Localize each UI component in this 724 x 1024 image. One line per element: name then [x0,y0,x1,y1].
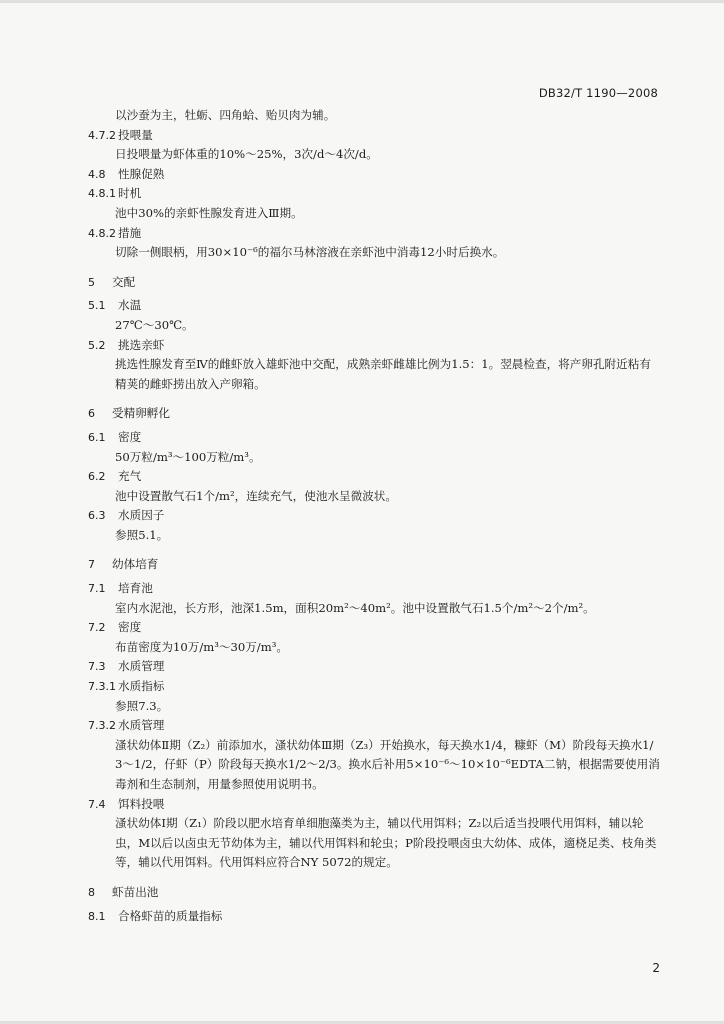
paragraph: 50万粒/m³～100万粒/m³。 [115,449,261,464]
scan-edge-top [0,0,724,3]
section-title: 水质管理 [118,659,165,674]
section-heading-6-3 [88,506,660,526]
section-title: 幼体培育 [112,557,159,572]
chapter-heading-6 [88,404,660,424]
section-number: 6.1 [88,430,106,444]
section-number: 7.3.2 [88,719,116,733]
section-title: 措施 [118,225,142,240]
document-body [88,106,660,926]
section-heading-4-8 [88,165,660,185]
chapter-heading-5 [88,273,660,293]
section-heading-4-7-2 [88,126,660,146]
section-title: 水温 [118,298,142,313]
section-number: 6 [88,407,95,421]
page-number: 2 [652,961,660,975]
section-number: 4.8.2 [88,226,116,240]
section-title: 性腺促熟 [118,166,165,181]
section-title: 饵料投喂 [118,796,165,811]
section-heading-6-2 [88,467,660,487]
section-number: 4.8.1 [88,187,116,201]
chapter-heading-7 [88,555,660,575]
section-number: 4.8 [88,167,106,181]
section-number: 6.2 [88,470,106,484]
section-title: 充气 [118,469,142,484]
section-number: 5.1 [88,299,106,313]
section-heading-8-1 [88,907,660,927]
section-number: 8 [88,885,95,899]
section-title: 合格虾苗的质量指标 [118,908,223,923]
section-title: 挑选亲虾 [118,337,165,352]
section-title: 受精卵孵化 [112,406,170,421]
paragraph: 日投喂量为虾体重的10%～25%，3次/d～4次/d。 [115,147,378,162]
paragraph: 以沙蚕为主，牡蛎、四角蛤、贻贝肉为辅。 [115,108,336,122]
section-title: 水质管理 [118,718,165,733]
section-title: 投喂量 [118,127,153,142]
section-title: 培育池 [118,581,153,596]
paragraph: 溞状幼体Ⅰ期（Z₁）阶段以肥水培育单细胞藻类为主，辅以代用饵料；Z₂以后适当投喂代用饵料，辅以轮虫，M以后以卤虫无节幼体为主，辅以代用饵料和轮虫；P阶段投喂卤虫大幼体、成体，適桡足类、枝角类等，辅以代用饵料。代用饵料应符合NY 5072的规定。 [115,816,657,870]
section-number: 8.1 [88,909,106,923]
section-heading-7-1 [88,579,660,599]
standard-code: DB32/T 1190—2008 [538,86,658,100]
section-number: 5 [88,275,95,289]
section-title: 虾苗出池 [112,884,159,899]
section-title: 水质指标 [118,679,165,694]
section-number: 7.4 [88,797,106,811]
paragraph: 参照7.3。 [115,698,169,713]
section-number: 4.7.2 [88,128,116,142]
paragraph: 布苗密度为10万/m³～30万/m³。 [115,639,288,654]
section-heading-4-8-2 [88,224,660,244]
section-title: 时机 [118,186,142,201]
section-heading-7-3 [88,657,660,677]
paragraph: 溞状幼体Ⅱ期（Z₂）前添加水，溞状幼体Ⅲ期（Z₃）开始换水，每天换水1/4，糠虾（M）阶段每天换水1/3～1/2，仔虾（P）阶段每天换水1/2～2/3。换水后补用5×10⁻⁶～10×10⁻⁶EDTA二钠，根据需要使用消毒剂和生态制剂，用量参照使用说明书。 [115,737,660,791]
paragraph: 挑选性腺发育至Ⅳ的雌虾放入雄虾池中交配，成熟亲虾雌雄比例为1.5：1。翌晨检查，将产卵孔附近粘有精荚的雌虾捞出放入产卵箱。 [115,357,651,391]
paragraph: 池中设置散气石1个/m²，连续充气，使池水呈微波状。 [115,488,397,503]
section-heading-5-2 [88,336,660,356]
section-heading-7-4 [88,795,660,815]
section-heading-7-2 [88,618,660,638]
section-number: 5.2 [88,338,106,352]
chapter-heading-8 [88,883,660,903]
paragraph: 池中30%的亲虾性腺发育进入Ⅲ期。 [115,205,303,220]
section-title: 水质因子 [118,508,165,523]
section-heading-7-3-2 [88,716,660,736]
section-heading-5-1 [88,296,660,316]
section-title: 密度 [118,620,142,635]
section-heading-7-3-1 [88,677,660,697]
section-title: 密度 [118,429,142,444]
paragraph: 切除一侧眼柄，用30×10⁻⁶的福尔马林溶液在亲虾池中消毒12小时后换水。 [115,245,505,260]
section-number: 7.3.1 [88,680,116,694]
paragraph: 27℃～30℃。 [115,317,194,332]
section-heading-4-8-1 [88,184,660,204]
paragraph: 室内水泥池，长方形，池深1.5m，面积20m²～40m²。池中设置散气石1.5个/m²～2个/m²。 [115,600,595,615]
section-number: 6.3 [88,509,106,523]
section-number: 7 [88,558,95,572]
section-number: 7.2 [88,621,106,635]
section-title: 交配 [112,274,136,289]
section-heading-6-1 [88,428,660,448]
paragraph: 参照5.1。 [115,527,169,542]
section-number: 7.3 [88,660,106,674]
section-number: 7.1 [88,582,106,596]
